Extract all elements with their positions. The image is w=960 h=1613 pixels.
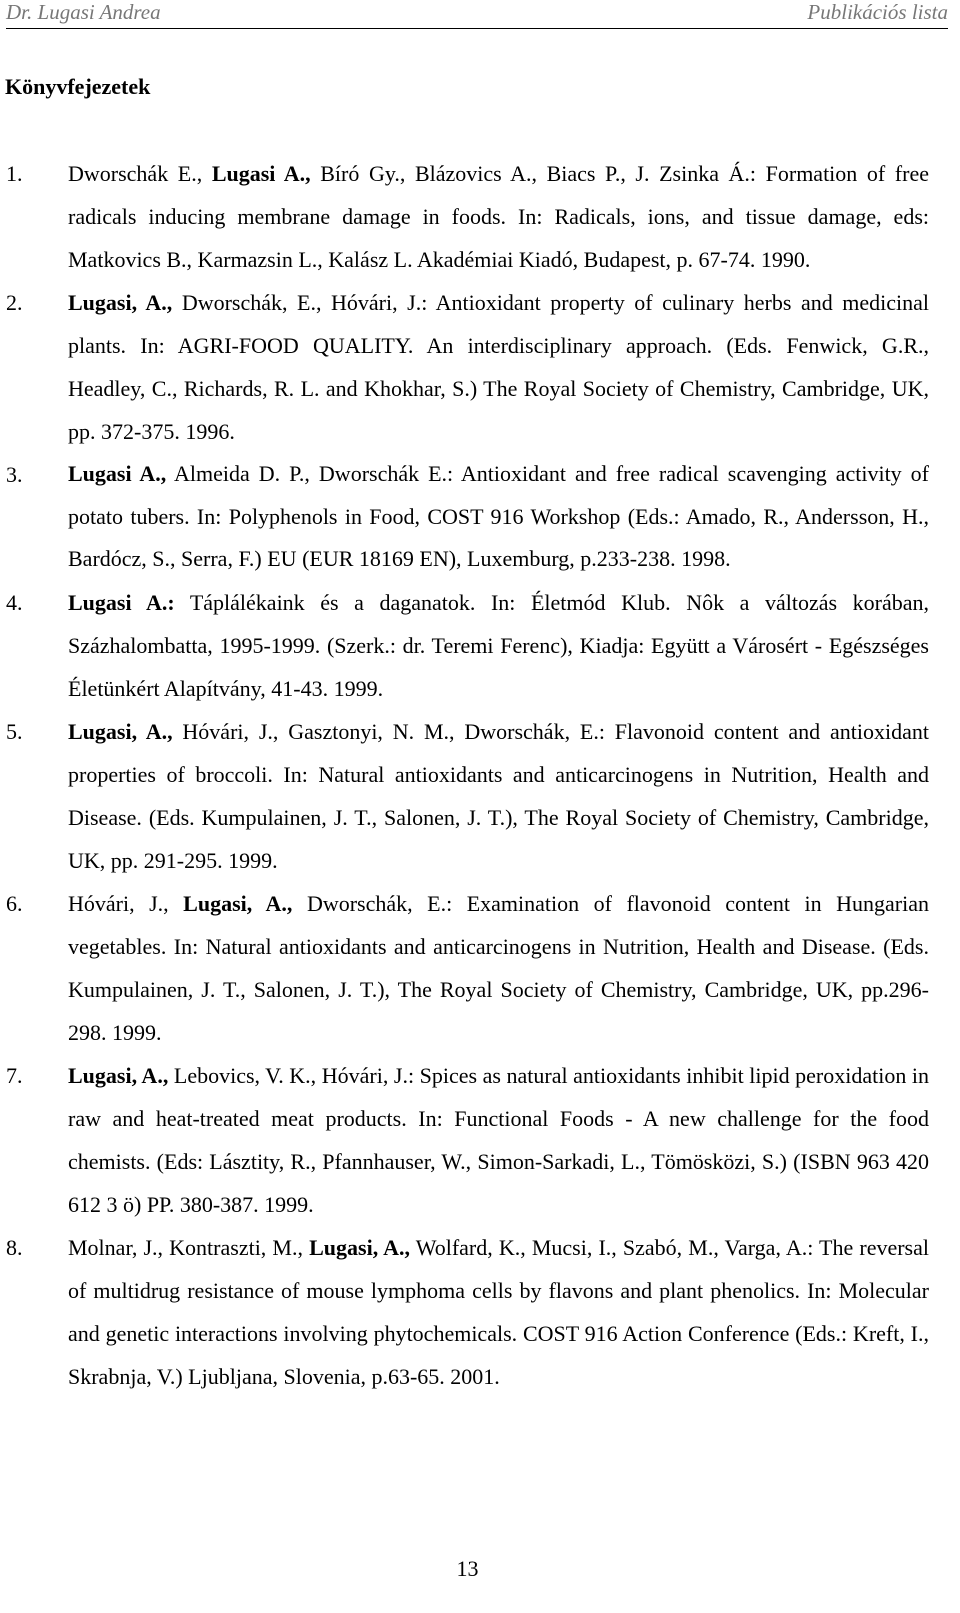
publication-entry xyxy=(0,281,960,453)
publication-entry xyxy=(0,1054,960,1226)
entry-number: 3. xyxy=(6,462,23,487)
entry-highlight-author: Lugasi, A., xyxy=(68,718,173,744)
entry-number: 6. xyxy=(6,890,23,916)
entry-authors-pre: Molnar, J., Kontraszti, M., xyxy=(68,1234,310,1260)
entry-highlight-author: Lugasi A.: xyxy=(68,589,175,615)
entry-text xyxy=(68,882,929,1054)
entry-rest: Lebovics, V. K., Hóvári, J.: Spices as natural antioxidants inhibit lipid peroxidation in raw and heat-treated meat products. In: Functional Foods - A new challenge for the food chemists. (Eds: Lásztity, R., Pfannhauser, W., Simon-Sarkadi, L., Tömösközi, S.) (ISBN 963 420 612 3 ö) PP. 380-387. 1999. xyxy=(68,1062,929,1217)
header-title: Publikációs lista xyxy=(807,0,948,24)
publication-entry xyxy=(0,581,960,710)
entry-highlight-author: Lugasi A., xyxy=(68,461,167,486)
publication-entry xyxy=(0,1226,960,1398)
entry-number: 5. xyxy=(6,718,23,744)
entry-text xyxy=(68,1226,929,1398)
section-title: Könyvfejezetek xyxy=(5,74,151,99)
entry-rest: Táplálékaink és a daganatok. In: Életmód Klub. Nôk a változás korában, Százhalombatta, 1995-1999. (Szerk.: dr. Teremi Ferenc), Kiadja: Együtt a Városért - Egészséges Életünkért Alapítvány, 41-43. 1999. xyxy=(68,589,930,701)
page-header xyxy=(6,0,948,29)
entry-authors-pre: Dworschák E., xyxy=(68,161,212,186)
entry-number: 7. xyxy=(6,1062,23,1088)
entry-highlight-author: Lugasi, A., xyxy=(183,890,293,916)
entry-text xyxy=(68,581,929,710)
publication-entry xyxy=(0,882,960,1054)
entry-highlight-author: Lugasi, A., xyxy=(309,1234,410,1260)
entry-authors-pre: Hóvári, J., xyxy=(68,890,184,916)
entry-text xyxy=(68,152,929,281)
entry-rest: Dworschák, E.: Examination of flavonoid content in Hungarian vegetables. In: Natural antioxidants and anticarcinogens in Nutrition, Health and Disease. (Eds. Kumpulainen, J. T., Salonen, J. T.), The Royal Society of Chemistry, Cambridge, UK, pp.296-298. 1999. xyxy=(68,890,929,1045)
publication-entry xyxy=(0,453,960,581)
entry-number: 8. xyxy=(6,1234,23,1260)
header-author: Dr. Lugasi Andrea xyxy=(6,0,161,24)
entry-text xyxy=(68,1054,929,1226)
publication-entry xyxy=(0,710,960,882)
entry-number: 2. xyxy=(6,290,23,315)
entry-rest: Bíró Gy., Blázovics A., Biacs P., J. Zsinka Á.: Formation of free radicals inducing membrane damage in foods. In: Radicals, ions, and tissue damage, eds: Matkovics B., Karmazsin L., Kalász L. Akadémiai Kiadó, Budapest, p. 67-74. 1990. xyxy=(68,161,929,272)
entry-highlight-author: Lugasi, A., xyxy=(68,290,173,315)
page-number: 13 xyxy=(456,1556,479,1581)
publication-list xyxy=(0,152,960,1398)
publication-entry xyxy=(0,152,960,281)
entry-text xyxy=(68,710,929,882)
entry-rest: Almeida D. P., Dworschák E.: Antioxidant and free radical scavenging activity of potato tubers. In: Polyphenols in Food, COST 916 Workshop (Eds.: Amado, R., Andersson, H., Bardócz, S., Serra, F.) EU (EUR 18169 EN), Luxemburg, p.233-238. 1998. xyxy=(68,461,929,571)
entry-highlight-author: Lugasi, A., xyxy=(68,1062,169,1088)
entry-rest: Hóvári, J., Gasztonyi, N. M., Dworschák, E.: Flavonoid content and antioxidant properties of broccoli. In: Natural antioxidants and anticarcinogens in Nutrition, Health and Disease. (Eds. Kumpulainen, J. T., Salonen, J. T.), The Royal Society of Chemistry, Cambridge, UK, pp. 291-295. 1999. xyxy=(68,718,929,873)
entry-number: 4. xyxy=(6,589,23,615)
entry-text xyxy=(68,281,929,453)
entry-text xyxy=(68,453,929,581)
entry-rest: Wolfard, K., Mucsi, I., Szabó, M., Varga, A.: The reversal of multidrug resistance of mouse lymphoma cells by flavons and plant phenolics. In: Molecular and genetic interactions involving phytochemicals. COST 916 Action Conference (Eds.: Kreft, I., Skrabnja, V.) Ljubljana, Slovenia, p.63-65. 2001. xyxy=(68,1234,929,1389)
entry-rest: Dworschák, E., Hóvári, J.: Antioxidant property of culinary herbs and medicinal plants. In: AGRI-FOOD QUALITY. An interdisciplinary approach. (Eds. Fenwick, G.R., Headley, C., Richards, R. L. and Khokhar, S.) The Royal Society of Chemistry, Cambridge, UK, pp. 372-375. 1996. xyxy=(68,290,929,444)
entry-number: 1. xyxy=(6,161,23,186)
entry-highlight-author: Lugasi A., xyxy=(211,161,311,186)
